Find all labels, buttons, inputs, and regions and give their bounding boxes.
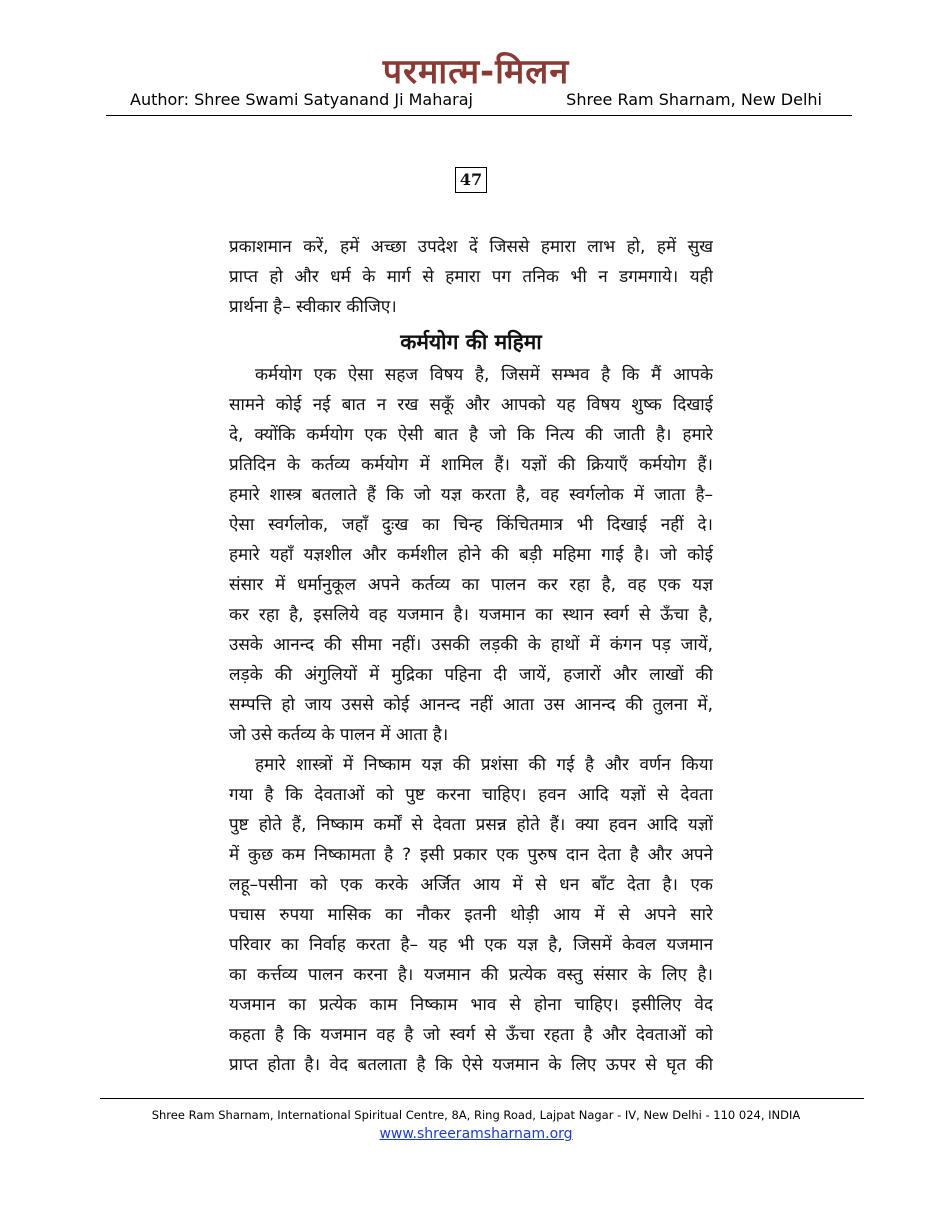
- text-line: लड़के की अंगुलियों में मुद्रिका पहिना दी जायें, हजारों और लाखों की: [229, 665, 713, 685]
- author-line: Author: Shree Swami Satyanand Ji Maharaj: [130, 90, 473, 109]
- text-line: प्रार्थना है– स्वीकार कीजिए।: [229, 297, 397, 317]
- text-line: सम्पत्ति हो जाय उससे कोई आनन्द नहीं आता उस आनन्द की तुलना में,: [229, 695, 713, 715]
- text-line: संसार में धर्मानुकूल अपने कर्तव्य का पालन कर रहा है, वह एक यज्ञ: [229, 575, 713, 595]
- text-line: उसके आनन्द की सीमा नहीं। उसकी लड़की के हाथों में कंगन पड़ जायें,: [229, 635, 713, 655]
- text-line: कहता है कि यजमान वह है जो स्वर्ग से ऊँचा रहता है और देवताओं को: [229, 1025, 713, 1045]
- footer-address: Shree Ram Sharnam, International Spiritual Centre, 8A, Ring Road, Lajpat Nagar - IV, New Delhi - 110 024, INDIA: [151, 1108, 801, 1122]
- text-line: का कर्त्तव्य पालन करना है। यजमान की प्रत्येक वस्तु संसार के लिए है।: [229, 965, 713, 985]
- page-number: 47: [455, 167, 487, 193]
- website-link[interactable]: www.shreeramsharnam.org: [379, 1126, 573, 1142]
- text-line: ऐसा स्वर्गलोक, जहाँ दुःख का चिन्ह किंचितमात्र भी दिखाई नहीं दे।: [229, 515, 713, 535]
- text-line: पचास रुपया मासिक का नौकर इतनी थोड़ी आय में से अपने सारे: [229, 905, 713, 925]
- text-line: में कुछ कम निष्कामता है ? इसी प्रकार एक पुरुष दान देता है और अपने: [229, 845, 713, 865]
- publisher-line: Shree Ram Sharnam, New Delhi: [566, 90, 822, 109]
- text-line: प्राप्त हो और धर्म के मार्ग से हमारा पग तनिक भी न डगमगाये। यही: [229, 267, 713, 287]
- text-line: जो उसे कर्तव्य के पालन में आता है।: [229, 725, 449, 745]
- page-body: [229, 232, 713, 1080]
- text-line: दे, क्योंकि कर्मयोग एक ऐसी बात है जो कि नित्य की जाती है। हमारे: [229, 425, 713, 445]
- text-line: हमारे शास्त्र बतलाते हैं कि जो यज्ञ करता है, वह स्वर्गलोक में जाता है–: [229, 485, 713, 505]
- text-line: गया है कि देवताओं को पुष्ट करना चाहिए। हवन आदि यज्ञों से देवता: [229, 785, 713, 805]
- text-line: प्रतिदिन के कर्तव्य कर्मयोग में शामिल हैं। यज्ञों की क्रियाएँ कर्मयोग हैं।: [229, 455, 713, 475]
- text-line: सामने कोई नई बात न रख सकूँ और आपको यह विषय शुष्क दिखाई: [229, 395, 713, 415]
- text-line: परिवार का निर्वाह करता है– यह भी एक यज्ञ है, जिसमें केवल यजमान: [229, 935, 713, 955]
- footer-website: [0, 1126, 952, 1142]
- text-line: हमारे शास्त्रों में निष्काम यज्ञ की प्रशंसा की गई है और वर्णन किया: [255, 755, 713, 775]
- text-line: कर्मयोग एक ऐसा सहज विषय है, जिसमें सम्भव है कि मैं आपके: [255, 365, 713, 385]
- text-line: हमारे यहाँ यज्ञशील और कर्मशील होने की बड़ी महिमा गाई है। जो कोई: [229, 545, 713, 565]
- section-title: कर्मयोग की महिमा: [400, 330, 542, 354]
- text-line: लहू–पसीना को एक करके अर्जित आय में से धन बाँट देता है। एक: [229, 875, 713, 895]
- text-line: यजमान का प्रत्येक काम निष्काम भाव से होना चाहिए। इसीलिए वेद: [229, 995, 713, 1015]
- footer-rule: [100, 1098, 864, 1099]
- text-line: कर रहा है, इसलिये वह यजमान है। यजमान का स्थान स्वर्ग से ऊँचा है,: [229, 605, 713, 625]
- text-line: प्राप्त होता है। वेद बतलाता है कि ऐसे यजमान के लिए ऊपर से घृत की: [229, 1055, 713, 1075]
- text-line: प्रकाशमान करें, हमें अच्छा उपदेश दें जिससे हमारा लाभ हो, हमें सुख: [229, 237, 713, 257]
- header-rule: [106, 115, 852, 116]
- book-title-brand: परमात्म-मिलन: [382, 52, 570, 92]
- text-line: पुष्ट होते हैं, निष्काम कर्मों से देवता प्रसन्न होते हैं। क्या हवन आदि यज्ञों: [229, 815, 713, 835]
